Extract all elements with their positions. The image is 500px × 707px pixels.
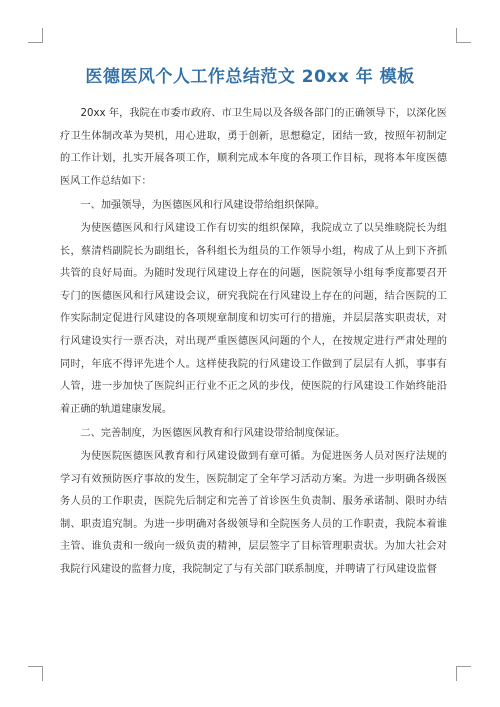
intro-paragraph: 20xx 年，我院在市委市政府、市卫生局以及各级各部门的正确领导下，以深化医疗卫生体制改革为契机，用心进取，勇于创新，思想稳定，团结一致，按照年初制定的工作计划，扎实开展各项工作，顺利完成本年度的各项工作目标，现将本年度医德医风工作总结如下： bbox=[60, 108, 447, 187]
section-heading-2: 二、完善制度，为医德医风教育和行风建设带给制度保证。 bbox=[80, 428, 346, 440]
document-body bbox=[60, 103, 447, 581]
section-1-paragraph: 为使医德医风和行风建设工作有切实的组织保障，我院成立了以吴维晓院长为组长，蔡清档副院长为副组长，各科组长为组员的工作领导小组，构成了从上到下齐抓共管的良好局面。为随时发现行风建设上存在的问题，医院领导小组每季度都要召开专门的医德医风和行风建设会议，研究我院在行风建设上存在的问题，结合医院的工作实际制定促进行风建设的各项规章制度和切实可行的措施，并层层落实职责状，对行风建设实行一票否决，对出现严重医德医风问题的个人，在按规定进行严肃处理的同时，年底不得评先进个人。这样使我院的行风建设工作做到了层层有人抓，事事有人管，进一步加快了医院纠正行业不正之风的步伐，使医院的行风建设工作始终能沿着正确的轨道建康发展。 bbox=[60, 222, 447, 415]
crop-mark-top-right bbox=[456, 28, 471, 43]
crop-mark-bottom-left bbox=[28, 666, 43, 681]
document-title: 医德医风个人工作总结范文 20xx 年 模板 bbox=[85, 67, 415, 87]
section-2-paragraph: 为使医院医德医风教育和行风建设做到有章可循。为促进医务人员对医疗法规的学习有效预防医疗事故的发生，医院制定了全年学习活动方案。为进一步明确各级医务人员的工作职责，医院先后制定和完善了首诊医生负责制、服务承诺制、限时办结制、职责追究制。为进一步明确对各级领导和全院医务人员的工作职责，我院本着谁主管、谁负责和一级向一级负责的精神，层层签字了目标管理职责状。为加大社会对我院行风建设的监督力度，我院制定了与有关部门联系制度，并聘请了行风建设监督 bbox=[60, 450, 447, 575]
crop-mark-top-left bbox=[28, 28, 43, 43]
crop-mark-bottom-right bbox=[456, 666, 471, 681]
section-heading-1: 一、加强领导，为医德医风和行风建设带给组织保障。 bbox=[80, 200, 325, 212]
